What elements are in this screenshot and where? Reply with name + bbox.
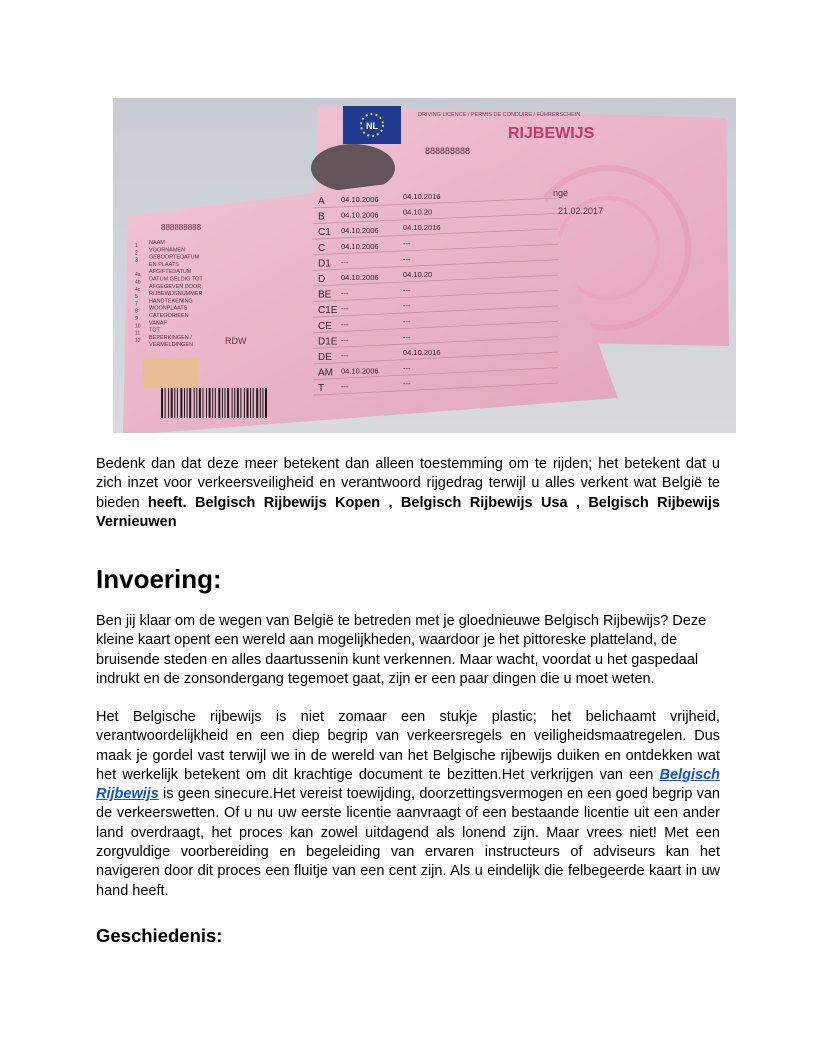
barcode-bar [187,388,188,418]
front-label: nge [553,188,569,198]
category-code: BE [318,289,332,301]
category-code: B [318,211,325,223]
barcode-bar [180,388,182,418]
driving-licence-photo [113,98,736,433]
category-date-to: 04.10.2016 [403,192,441,201]
legend-line: TOT [149,327,160,334]
category-date-from: --- [341,335,349,345]
legend-number: 4b [135,279,141,286]
legend-number: 9 [135,316,138,322]
legend-line: AFGIFTEDATUM [149,269,192,276]
barcode-bar [232,388,233,418]
legend-line: VANAF [149,320,167,327]
category-code: D1 [318,258,331,270]
card-title: RIJBEWIJS [508,125,595,142]
category-date-to: 04.10.2016 [403,348,441,357]
legend-line: DATUM GELDIG TOT [149,276,203,283]
paragraph-3-before: Het Belgische rijbewijs is niet zomaar een stukje plastic; het belichaamt vrijheid, verantwoordelijkheid en een diep begrip van verkeersregels en veiligheidsmaatregelen. Dus maak je gordel vast terwijl we in de wereld van het Belgische rijbewijs duiken en ontdekken wat het werkelijk betekent om dit krachtige document te bezitten.Het verkrijgen van een [96,709,720,783]
barcode-bar [218,388,220,418]
category-date-from: 04.10.2006 [341,195,379,204]
category-date-from: 04.10.2006 [341,210,379,220]
barcode-bar [247,388,249,418]
category-date-from: 04.10.2006 [341,241,379,251]
legend-number: 3 [135,257,138,264]
barcode-bar [165,388,166,418]
barcode-bar [250,388,251,418]
barcode-bar [222,388,223,418]
barcode-bar [199,388,201,418]
card-header-line: DRIVING LICENCE / PERMIS DE CONDUIRE / FÜHRERSCHEIN [418,112,581,118]
category-code: C1 [318,227,331,239]
category-code: C [318,242,326,254]
category-date-from: --- [341,304,349,314]
category-date-to: --- [403,254,411,264]
hologram [143,358,198,388]
category-date-to: 04.10.20 [403,270,433,279]
legend-number: 11 [135,330,141,337]
category-date-from: 04.10.2006 [341,273,379,282]
intro-paragraph [96,455,720,532]
barcode-bar [265,388,267,418]
legend-line: RIJBEWIJSNUMMER [149,291,203,298]
front-date: 21.02.2017 [558,206,604,216]
category-date-to: 04.10.20 [403,207,433,217]
barcode-bar [171,388,173,418]
category-date-to: --- [403,238,411,248]
legend-line: BEPERKINGEN / [149,334,192,341]
legend-line: VOORNAMEN [149,247,186,254]
barcode-bar [184,388,185,418]
intro-text: Bedenk dan dat deze meer betekent dan alleen toestemming om te rijden; het betekent dat u zich inzet voor verkeersveiligheid en verantwoord rijgedrag terwijl u alles verkent wat België te bieden [96,456,720,511]
legend-line: NAAM [149,240,165,246]
barcode-bar [161,388,163,418]
barcode-bar [196,388,197,418]
category-code: A [318,196,325,207]
paragraph-invoering: Ben jij klaar om de wegen van België te betreden met je gloednieuwe Belgisch Rijbewijs? Deze kleine kaart opent een wereld aan mogelijkheden, waardoor je het pittoreske platteland, de bruisende steden en alles daartussenin kunt verkennen. Maar wacht, voordat u het gaspedaal indrukt en de zonsondergang tegemoet gaat, zijn er een paar dingen die u moet weten. [96,613,707,687]
legend-line: VERMELDINGEN [149,342,194,349]
legend-number: 10 [135,323,141,330]
category-code: C1E [318,305,338,317]
category-code: DE [318,352,332,363]
belgisch-rijbewijs-link[interactable]: Belgisch Rijbewijs [96,766,720,803]
category-date-from: --- [341,351,349,360]
barcode-bar [237,388,239,418]
eu-badge-text: NL [366,121,378,131]
category-code: D [318,274,326,285]
barcode-bar [260,388,261,418]
legend-number: 2 [135,250,138,257]
category-date-to: --- [403,285,411,295]
category-date-from: --- [341,382,349,392]
barcode-bar [203,388,204,418]
legend-number: 12 [135,337,141,344]
legend-line: CATEGORIEEN [149,313,189,319]
barcode-bar [240,388,241,418]
category-code: T [318,383,325,395]
legend-number: 7 [135,301,138,308]
barcode-bar [256,388,258,418]
barcode-bar [168,388,169,418]
legend-line: WOONPLAATS [149,305,188,312]
barcode-bar [174,388,175,418]
barcode-bar [189,388,191,418]
legend-line: GEBOORTEDATUM [149,254,200,261]
barcode-bar [262,388,263,418]
category-date-from: --- [341,257,349,267]
category-code: AM [318,367,333,379]
category-code: CE [318,320,332,332]
category-date-from: --- [341,288,349,298]
legend-number: 4c [135,286,141,293]
category-date-from: 04.10.2006 [341,226,379,236]
front-card-number: 888888888 [425,146,471,156]
category-date-to: --- [403,379,411,389]
category-date-from: 04.10.2006 [341,366,379,376]
legend-number: 5 [135,294,138,301]
legend-line: AFGEGEVEN DOOR [149,283,202,290]
category-date-from: --- [341,319,349,329]
licence-cards-illustration [113,98,736,433]
barcode-bar [206,388,207,418]
barcode-bar [194,388,195,418]
category-date-to: --- [403,363,411,373]
barcode-bar [244,388,245,418]
legend-line: HANDTEKENING [149,298,193,305]
barcode-bar [227,388,229,418]
category-date-to: --- [403,301,411,311]
barcode-bar [177,388,178,418]
heading-geschiedenis: Geschiedenis: [96,925,223,946]
barcode-bar [212,388,213,418]
legend-line: EN PLAATS [149,261,179,268]
intro-keywords: heeft. Belgisch Rijbewijs Kopen , Belgisch Rijbewijs Usa , Belgisch Rijbewijs Vernieuwen [96,494,720,530]
legend-number: 8 [135,308,138,315]
barcode-bar [253,388,254,418]
category-code: D1E [318,336,338,348]
legend-number: 1 [135,243,138,249]
category-date-to: 04.10.2016 [403,223,441,233]
authority-label: RDW [225,336,247,346]
barcode-bar [209,388,211,418]
heading-invoering: Invoering: [96,564,222,594]
category-date-to: --- [403,316,411,326]
paragraph-belgische-rijbewijs [96,708,720,901]
barcode-bar [234,388,235,418]
category-date-to: --- [403,332,411,342]
back-card-number: 888888888 [161,223,202,232]
barcode-bar [215,388,216,418]
barcode-bar [225,388,226,418]
paragraph-3-after: is geen sinecure.Het vereist toewijding, doorzettingsvermogen en een goed begrip van de verkeerswetten. Of u nu uw eerste licentie aanvraagt of een bestaande licentie uit een ander land overdraagt, het proces kan zowel uitdagend als lonend zijn. Maar vrees niet! Met een zorgvuldige voorbereiding en begeleiding van ervaren instructeurs of adviseurs kan het navigeren door dit proces een fluitje van een cent zijn. Als u eindelijk die felbegeerde kaart in uw hand heeft. [96,786,720,899]
legend-number: 4a [135,272,141,279]
